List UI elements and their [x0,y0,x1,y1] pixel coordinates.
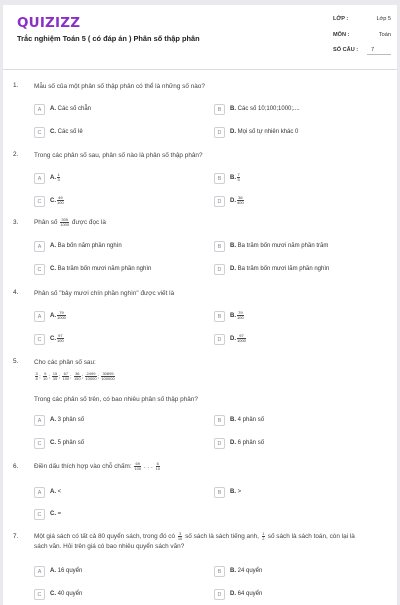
option-a[interactable] [34,173,209,184]
option-c[interactable] [34,438,209,449]
option-letter: D [214,264,225,275]
option-letter: B [214,487,225,498]
option-d[interactable] [214,438,389,449]
question-text: Phân số "bảy mươi chín phần nghìn" được viết là [34,290,175,297]
fraction: $\frac{9}{10}$ [43,371,48,381]
meta-value: 7 [367,45,391,55]
fraction: $\frac{36}{150}$ [73,371,81,381]
option-text: D. $\frac{36}{400}$ [230,195,244,205]
option-letter: B [214,104,225,115]
option-letter: B [214,173,225,184]
option-text: B. $\frac{7}{5}$ [230,172,240,182]
fraction: $\frac{3}{8}$ [35,371,38,381]
option-letter: A [34,415,45,426]
option-a[interactable] [34,241,209,252]
option-text: A. $\frac{1}{3}$ [50,172,60,182]
worksheet-header [3,5,397,65]
option-letter: B [214,415,225,426]
question-text: Điền dấu thích hợp vào chỗ chấm: $\frac{69}{100}$ . . . $\frac{6}{10}$ [34,461,160,471]
fraction: $\frac{1}{3}$ [57,172,60,182]
option-c[interactable] [34,196,209,207]
fraction: $\frac{67}{100}$ [62,371,70,381]
option-text: B. Ba trăm bốn mươi năm phần trăm [230,243,329,249]
page-title: Trắc nghiệm Toán 5 ( có đáp án ) Phân số thập phân [17,34,200,43]
option-text: C. 40 quyển [50,591,83,597]
option-text: A. Ba bốn năm phần nghìn [50,243,122,249]
option-letter: A [34,311,45,322]
question-number: 4. [13,289,19,296]
quizizz-logo: QUIZIZZ [17,15,81,31]
option-text: C. Ba trăm bốn mươi năm phần nghìn [50,266,152,272]
option-text: C. 5 phân số [50,440,85,446]
option-letter: C [34,334,45,345]
option-text: A. $\frac{79}{1000}$ [50,310,66,320]
option-a[interactable] [34,311,209,322]
option-c[interactable] [34,264,209,275]
meta-label: MÔN : [333,32,350,38]
option-text: D. 6 phân số [230,440,265,446]
option-text: A. 16 quyển [50,568,83,574]
meta-grade [333,14,391,26]
fraction: $\frac{305}{1000}$ [60,217,70,227]
option-letter: A [34,487,45,498]
worksheet-page [3,5,397,605]
question-number: 2. [13,151,19,158]
question-text: Một giá sách có tất cả 80 quyển sách, trong đó có $\frac{3}{10}$ số sách là sách tiếng anh, $\frac{1}{2}$ số sách là sách toán, còn lại là [34,531,355,541]
fraction: $\frac{15}{35}$ [52,371,58,381]
option-letter: C [34,196,45,207]
option-letter: D [214,196,225,207]
option-b[interactable] [214,104,389,115]
meta-subject [333,30,391,42]
question-number: 1. [13,82,19,89]
option-b[interactable] [214,487,389,498]
question-number: 6. [13,463,19,470]
option-d[interactable] [214,589,389,600]
question-number: 5. [13,358,19,365]
question-text: Trong các phân số sau, phân số nào là phân số thập phân? [34,152,203,159]
meta-value: Lớp 5 [376,16,391,22]
option-a[interactable] [34,104,209,115]
option-letter: C [34,509,45,520]
fraction: $\frac{79}{100}$ [237,310,244,320]
question-number: 7. [13,533,19,540]
fraction-series: $\frac{3}{8}$ ; $\frac{9}{10}$ ; $\frac{15}{35}$ ; $\frac{67}{100}$ ; $\frac{36}{150}$ ; $\frac{2499}{10000}$ ; $\frac{30895}{100000}$ [35,371,115,381]
fraction: $\frac{3}{10}$ [177,531,183,541]
question-text: Phân số $\frac{305}{1000}$ được đọc là [34,217,106,227]
option-a[interactable] [34,415,209,426]
fraction: $\frac{49}{100}$ [57,195,64,205]
meta-question-count [333,45,391,57]
option-text: A. < [50,489,62,495]
meta-label: SỐ CÂU : [333,47,359,53]
option-letter: B [214,311,225,322]
question-text: Mẫu số của một phân số thập phân có thể là những số nào? [34,83,205,90]
option-letter: C [34,264,45,275]
fraction: $\frac{97}{100}$ [57,333,64,343]
option-a[interactable] [34,566,209,577]
option-text: D. Ba trăm bốn mươi lăm phần nghìn [230,266,330,272]
fraction: $\frac{7}{5}$ [237,172,240,182]
question-text-line2: sách văn. Hỏi trên giá có bao nhiêu quyển sách văn? [34,543,185,550]
option-text: A. Các số chẵn [50,106,92,112]
fraction: $\frac{6}{10}$ [155,461,160,471]
option-c[interactable] [34,509,209,520]
option-d[interactable] [214,264,389,275]
option-letter: D [214,438,225,449]
option-c[interactable] [34,127,209,138]
fraction: $\frac{79}{1000}$ [57,310,66,320]
option-letter: D [214,334,225,345]
option-b[interactable] [214,173,389,184]
question-number: 3. [13,219,19,226]
option-text: B. Các số 10;100;1000;.... [230,106,300,112]
fraction: $\frac{30895}{100000}$ [101,371,115,381]
option-letter: C [34,127,45,138]
option-c[interactable] [34,589,209,600]
option-letter: D [214,589,225,600]
option-text: B. > [230,489,242,495]
option-text: B. 24 quyển [230,568,263,574]
fraction: $\frac{36}{400}$ [237,195,244,205]
option-text: C. $\frac{49}{100}$ [50,195,64,205]
option-b[interactable] [214,241,389,252]
option-letter: A [34,566,45,577]
fraction: $\frac{97}{1000}$ [237,333,246,343]
option-letter: A [34,104,45,115]
option-c[interactable] [34,334,209,345]
option-text: D. $\frac{97}{1000}$ [230,333,246,343]
option-letter: A [34,173,45,184]
option-a[interactable] [34,487,209,498]
meta-label: LỚP : [333,16,349,22]
option-d[interactable] [214,196,389,207]
option-b[interactable] [214,415,389,426]
option-text: C. = [50,511,62,517]
option-letter: B [214,566,225,577]
fraction: $\frac{1}{2}$ [262,531,265,541]
option-text: B. $\frac{79}{100}$ [230,310,244,320]
question-text: Cho các phân số sau: [34,359,96,366]
option-b[interactable] [214,311,389,322]
option-letter: C [34,589,45,600]
option-d[interactable] [214,127,389,138]
fraction: $\frac{69}{100}$ [134,461,142,471]
question-subtext: Trong các phân số trên, có bao nhiêu phân số thập phân? [34,396,198,403]
option-text: C. $\frac{97}{100}$ [50,333,64,343]
header-divider [3,69,397,70]
option-text: D. 64 quyển [230,591,263,597]
option-letter: A [34,241,45,252]
option-b[interactable] [214,566,389,577]
fraction: $\frac{2499}{10000}$ [85,371,97,381]
option-text: A. 3 phân số [50,417,85,423]
meta-value: Toán [378,32,391,38]
option-letter: B [214,241,225,252]
option-d[interactable] [214,334,389,345]
option-letter: D [214,127,225,138]
option-letter: C [34,438,45,449]
option-text: C. Các số lẻ [50,129,83,135]
option-text: B. 4 phân số [230,417,265,423]
option-text: D. Mọi số tự nhiên khác 0 [230,129,299,135]
